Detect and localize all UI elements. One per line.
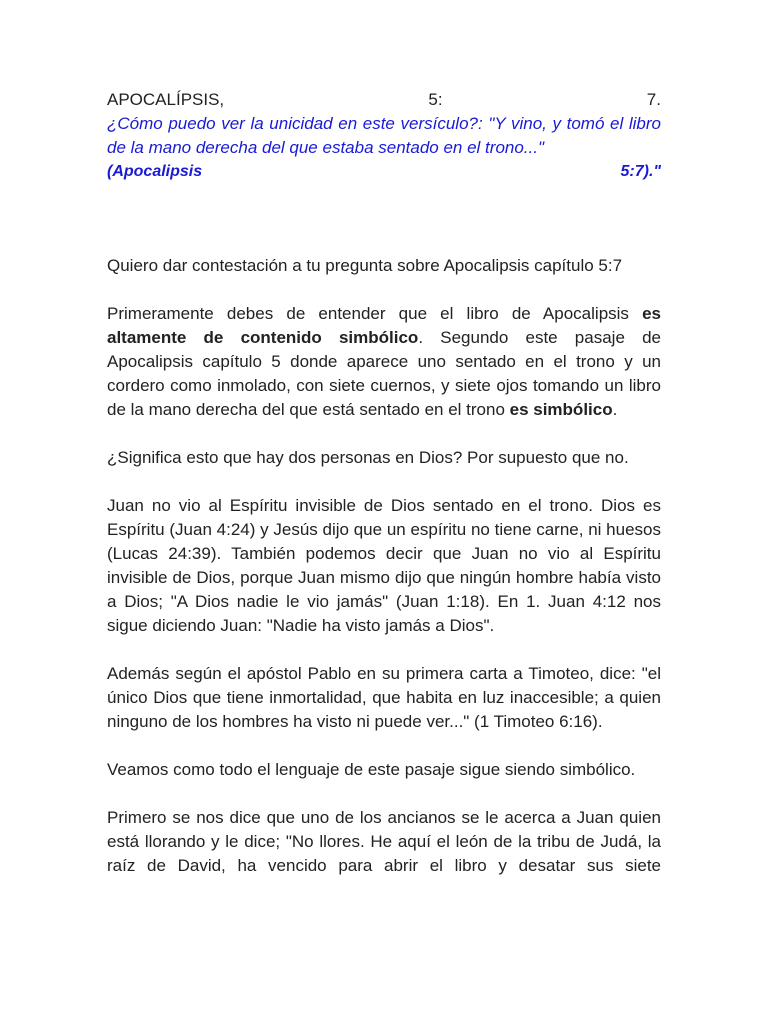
question-ref-right: 5:7)."	[620, 163, 661, 180]
paragraph-pablo: Además según el apóstol Pablo en su primera carta a Timoteo, dice: "el único Dios que tiene inmortalidad, que habita en luz inaccesible; a quien ninguno de los hombres ha visto ni puede ver..." (1 Timoteo 6:16).	[107, 664, 661, 731]
heading-chapter: 5:	[428, 90, 443, 109]
paragraph-question: ¿Significa esto que hay dos personas en Dios? Por supuesto que no.	[107, 448, 629, 467]
question-ref-left: (Apocalipsis	[107, 163, 203, 180]
scripture-heading	[107, 88, 661, 112]
paragraph-ancianos: Primero se nos dice que uno de los ancianos se le acerca a Juan quien está llorando y le dice; "No llores. He aquí el león de la tribu de Judá, la raíz de David, ha vencido para abrir el libro y desatar sus siete	[107, 808, 661, 875]
question-reference	[107, 160, 661, 184]
paragraph-juan: Juan no vio al Espíritu invisible de Dios sentado en el trono. Dios es Espíritu (Juan 4:24) y Jesús dijo que un espíritu no tiene carne, ni huesos (Lucas 24:39). También podemos decir que Juan no vio al Espíritu invisible de Dios, porque Juan mismo dijo que ningún hombre había visto a Dios; "A Dios nadie le vio jamás" (Juan 1:18). En 1. Juan 4:12 nos sigue diciendo Juan: "Nadie ha visto jamás a Dios".	[107, 496, 661, 635]
paragraph-symbolic	[107, 302, 661, 422]
paragraph-symbolic-bold-b: es simbólico	[509, 400, 613, 419]
paragraph-symbolic-text-c: .	[612, 400, 618, 419]
paragraph-symbolic-text-a: Primeramente debes de entender que el libro de Apocalipsis	[107, 304, 643, 323]
paragraph-symbolic-text-b: . Segundo este pasaje de Apocalipsis capítulo 5 donde aparece uno sentado en el trono y un cordero como inmolado, con siete cuernos, y siete ojos tomando un libro de la mano derecha del que está sentado en el trono	[107, 328, 661, 419]
heading-verse: 7.	[646, 90, 661, 109]
paragraph-symbolic-bold-a: es altamente de contenido simbólico	[107, 304, 661, 347]
heading-book: APOCALÍPSIS,	[107, 90, 225, 109]
question-text: ¿Cómo puedo ver la unicidad en este versículo?: "Y vino, y tomó el libro de la mano derecha del que estaba sentado en el trono..."	[107, 114, 661, 157]
paragraph-language: Veamos como todo el lenguaje de este pasaje sigue siendo simbólico.	[107, 760, 636, 779]
paragraph-intro: Quiero dar contestación a tu pregunta sobre Apocalipsis capítulo 5:7	[107, 256, 623, 275]
